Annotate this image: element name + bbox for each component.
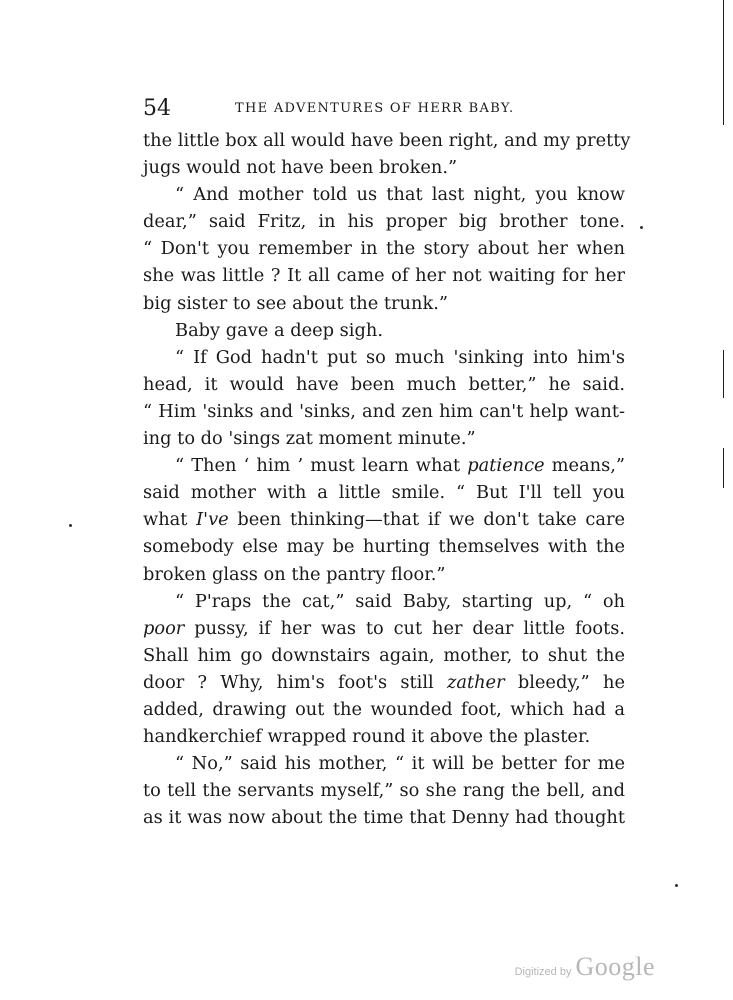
text-line: broken glass on the pantry floor.” xyxy=(143,563,446,585)
text-line: head, it would have been much better,” he said. xyxy=(143,373,625,395)
text-line: the little box all would have been right, and my pretty xyxy=(143,130,631,151)
scan-speck xyxy=(69,524,72,527)
text-line: added, drawing out the wounded foot, which had a xyxy=(143,698,625,720)
scan-speck xyxy=(675,884,678,887)
text-line: Shall him go downstairs again, mother, to shut the xyxy=(143,644,625,666)
text-line: she was little ? It all came of her not waiting for her xyxy=(143,265,625,287)
text-line: “ Him 'sinks and 'sinks, and zen him can't help want- xyxy=(143,400,625,422)
text-segment: “ Then ‘ him ’ must learn what xyxy=(175,455,468,477)
text-line: somebody else may be hurting themselves with the xyxy=(143,536,625,558)
italic-word: poor xyxy=(143,617,185,639)
text-line: handkerchief wrapped round it above the plaster. xyxy=(143,726,591,748)
text-segment: means,” xyxy=(544,455,625,477)
watermark-brand: Google xyxy=(575,952,655,981)
page-header xyxy=(143,94,625,124)
text-line: dear,” said Fritz, in his proper big brother tone. xyxy=(143,211,625,233)
italic-word: patience xyxy=(467,455,545,477)
text-line: “ Don't you remember in the story about her when xyxy=(143,238,625,260)
italic-word: I've xyxy=(196,509,229,531)
italic-word: zather xyxy=(446,671,505,693)
text-line: Baby gave a deep sigh. xyxy=(175,319,383,341)
text-line: as it was now about the time that Denny had thought xyxy=(143,807,625,829)
text-segment: door ? Why, him's foot's still xyxy=(143,671,447,693)
scan-edge-line xyxy=(723,0,724,125)
text-line: said mother with a little smile. “ But I'll tell you xyxy=(143,482,625,504)
text-line: jugs would not have been broken.” xyxy=(143,157,458,179)
text-line: “ P'raps the cat,” said Baby, starting up, “ oh xyxy=(175,590,625,612)
text-line: “ No,” said his mother, “ it will be better for me xyxy=(175,753,625,775)
text-line: “ And mother told us that last night, you know xyxy=(175,184,625,206)
text-line xyxy=(143,452,625,479)
text-line: ing to do 'sings zat moment minute.” xyxy=(143,428,476,450)
running-title: THE ADVENTURES OF HERR BABY. xyxy=(235,101,515,116)
text-segment: what xyxy=(143,509,197,531)
scan-speck xyxy=(640,226,643,229)
watermark-prefix: Digitized by xyxy=(514,966,572,978)
text-line: big sister to see about the trunk.” xyxy=(143,292,448,314)
text-line: “ If God hadn't put so much 'sinking into him's xyxy=(175,346,625,368)
digitized-watermark xyxy=(515,952,655,982)
page-number: 54 xyxy=(143,96,171,121)
scan-edge-line xyxy=(723,448,724,488)
text-segment: been thinking—that if we don't take care xyxy=(228,509,625,531)
text-line xyxy=(143,615,625,642)
text-line: to tell the servants myself,” so she rang the bell, and xyxy=(143,780,625,802)
scan-edge-line xyxy=(723,350,724,398)
text-segment: pussy, if her was to cut her dear little foots. xyxy=(184,617,625,639)
text-segment: bleedy,” he xyxy=(504,671,626,693)
text-line xyxy=(143,669,625,696)
body-text xyxy=(143,127,631,831)
text-line xyxy=(143,506,625,533)
